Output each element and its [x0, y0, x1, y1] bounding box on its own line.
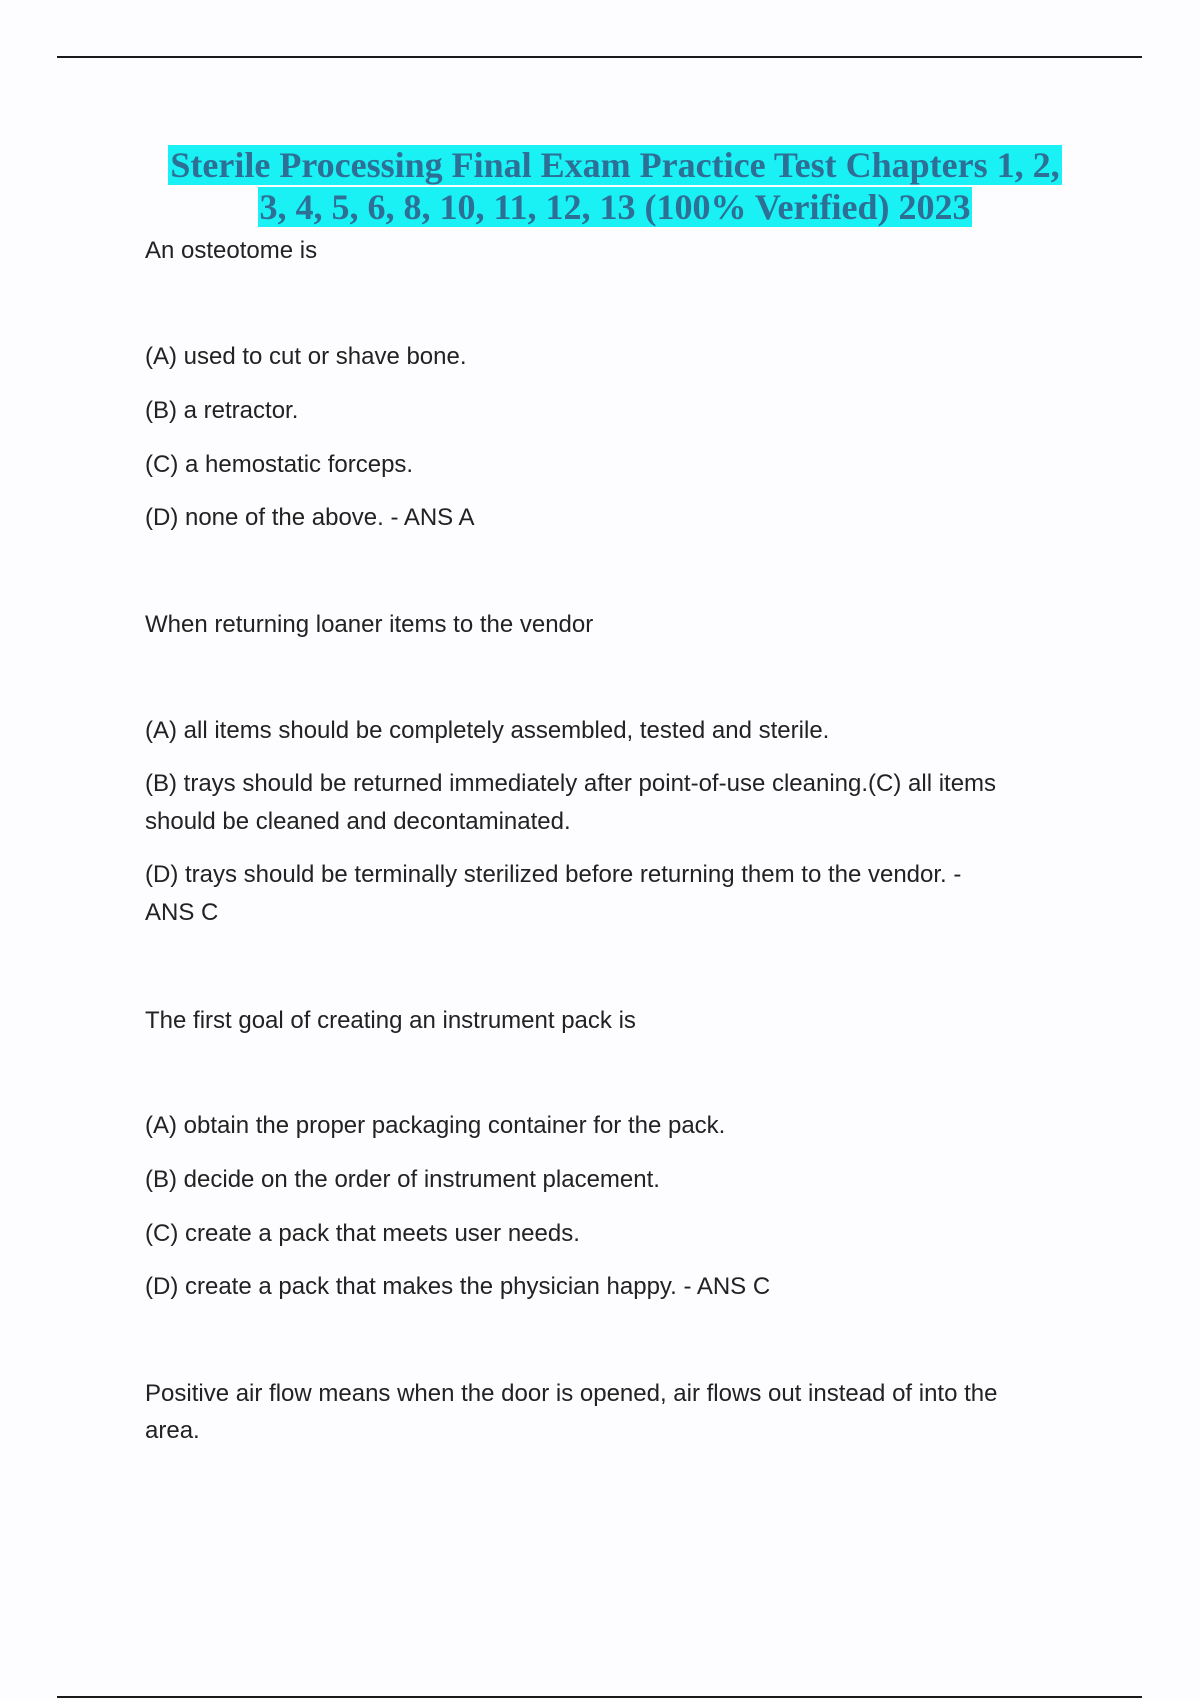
question-1-option-a: (A) used to cut or shave bone.	[145, 343, 467, 370]
title-line-1: Sterile Processing Final Exam Practice Test Chapters 1, 2,	[170, 145, 1060, 185]
question-2-option-d: (D) trays should be terminally sterilized before returning them to the vendor. -	[145, 861, 962, 888]
question-2-option-b: (B) trays should be returned immediately after point-of-use cleaning.(C) all items	[145, 770, 997, 797]
question-3-prompt: The first goal of creating an instrument pack is	[145, 1007, 636, 1034]
header-rule	[57, 56, 1142, 58]
question-2-prompt: When returning loaner items to the vendor	[145, 611, 594, 638]
question-3-option-d: (D) create a pack that makes the physician happy. - ANS C	[145, 1273, 771, 1300]
question-4-prompt: Positive air flow means when the door is opened, air flows out instead of into the	[145, 1380, 998, 1407]
question-4-prompt-cont: area.	[145, 1417, 200, 1444]
question-2-option-a: (A) all items should be completely assembled, tested and sterile.	[145, 717, 830, 744]
question-1-option-c: (C) a hemostatic forceps.	[145, 451, 414, 478]
question-1-option-d: (D) none of the above. - ANS A	[145, 504, 475, 531]
question-3-option-c: (C) create a pack that meets user needs.	[145, 1220, 580, 1247]
document-title	[145, 144, 1085, 228]
question-3-option-a: (A) obtain the proper packaging container for the pack.	[145, 1112, 726, 1139]
footer-rule	[57, 1696, 1142, 1698]
question-2-option-d-cont: ANS C	[145, 899, 219, 926]
question-1-option-b: (B) a retractor.	[145, 397, 299, 424]
question-3-option-b: (B) decide on the order of instrument placement.	[145, 1166, 660, 1193]
question-1-prompt: An osteotome is	[145, 237, 318, 264]
title-line-2: 3, 4, 5, 6, 8, 10, 11, 12, 13 (100% Verified) 2023	[259, 187, 971, 227]
question-2-option-b-cont: should be cleaned and decontaminated.	[145, 808, 571, 835]
